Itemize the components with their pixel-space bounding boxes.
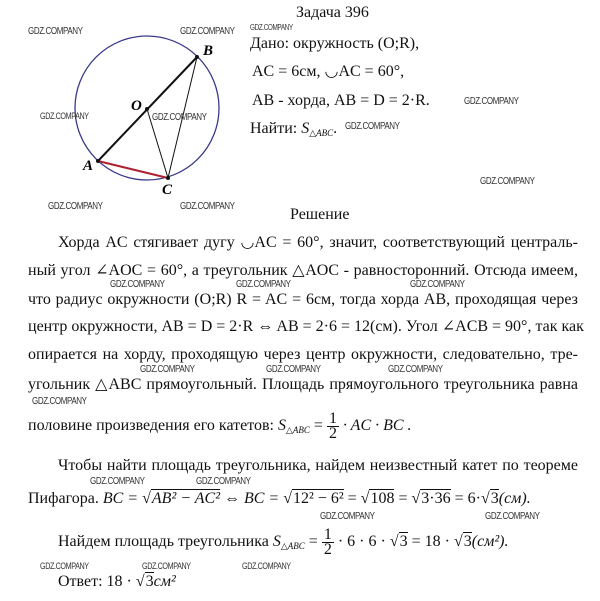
watermark: GDZ.COMPANY <box>196 476 251 487</box>
point-o <box>145 107 149 111</box>
watermark: GDZ.COMPANY <box>410 279 465 290</box>
label-o: O <box>131 98 142 114</box>
watermark: GDZ.COMPANY <box>242 561 291 571</box>
pythagoras-line: Пифагора. BC = √AB² − AC² ⇔ BC = √12² − 6² = √108 = √3·36 = 6·√3(см). <box>28 490 531 507</box>
watermark: GDZ.COMPANY <box>140 364 195 375</box>
given-line-1: Дано: окружность (O;R), <box>250 35 420 52</box>
watermark: GDZ.COMPANY <box>40 561 89 571</box>
watermark: GDZ.COMPANY <box>388 364 443 375</box>
text-line: что радиус окружности (O;R) R = AC = 6см, тогда хорда AB, проходящая через <box>28 291 578 308</box>
watermark: GDZ.COMPANY <box>236 279 291 290</box>
watermark: GDZ.COMPANY <box>480 176 535 187</box>
point-b <box>195 55 199 59</box>
point-a <box>96 159 100 163</box>
label-c: C <box>162 182 173 198</box>
text-line: Чтобы найти площадь треугольника, найдем неизвестный катет по теореме <box>58 457 578 474</box>
text-line: ный угол ∠AOC = 60°, а треугольник △AOC - равносторонний. Отсюда имеем, <box>28 262 578 279</box>
watermark: GDZ.COMPANY <box>266 364 321 375</box>
watermark: GDZ.COMPANY <box>90 476 145 487</box>
given-line-2: AC = 6см, ◡AC = 60°, <box>252 63 405 80</box>
find-line: Найти: $S_{\triangle ABC}$. <box>250 120 338 138</box>
watermark: GDZ.COMPANY <box>152 112 207 123</box>
point-c <box>166 176 170 180</box>
given-line-3: AB - хорда, AB = D = 2·R. <box>252 92 430 109</box>
answer-line: Ответ: 18 · √3см² <box>58 573 176 590</box>
watermark: GDZ.COMPANY <box>40 111 89 121</box>
watermark: GDZ.COMPANY <box>180 201 235 212</box>
watermark: GDZ.COMPANY <box>485 511 540 522</box>
area-calc-line: Найдем площадь треугольника $S_{\triangle ABC}$ = $\frac{1}{2}$ · 6 · 6 · √3 = 18 · √3(см²). <box>58 526 509 558</box>
watermark: GDZ.COMPANY <box>320 511 375 522</box>
watermark: GDZ.COMPANY <box>142 561 191 571</box>
text-line: Хорда AC стягивает дугу ◡AC = 60°, значит, соответствующий централь- <box>58 234 578 251</box>
problem-title: Задача 396 <box>296 4 369 21</box>
watermark: GDZ.COMPANY <box>180 26 235 37</box>
text-line: опирается на хорду, проходящую через центр окружности, следовательно, тре- <box>28 346 578 363</box>
watermark: GDZ.COMPANY <box>110 279 165 290</box>
watermark: GDZ.COMPANY <box>48 201 103 212</box>
label-b: B <box>203 43 214 59</box>
watermark: GDZ.COMPANY <box>345 121 400 132</box>
label-a: A <box>83 158 94 174</box>
watermark: GDZ.COMPANY <box>250 23 293 32</box>
solution-heading: Решение <box>290 206 350 223</box>
text-line: центр окружности, AB = D = 2·R ⇔ AB = 2·6 = 12(см). Угол ∠ACB = 90°, так как <box>28 318 584 335</box>
watermark: GDZ.COMPANY <box>28 26 83 37</box>
text-line-with-formula: половине произведения его катетов: $S_{\triangle ABC}$ = $\frac{1}{2}$ · AC · BC . <box>28 410 412 442</box>
watermark: GDZ.COMPANY <box>32 396 87 407</box>
watermark: GDZ.COMPANY <box>464 96 519 107</box>
text-line: угольник △ABC прямоугольный. Площадь прямоугольного треугольника равна <box>28 376 578 393</box>
